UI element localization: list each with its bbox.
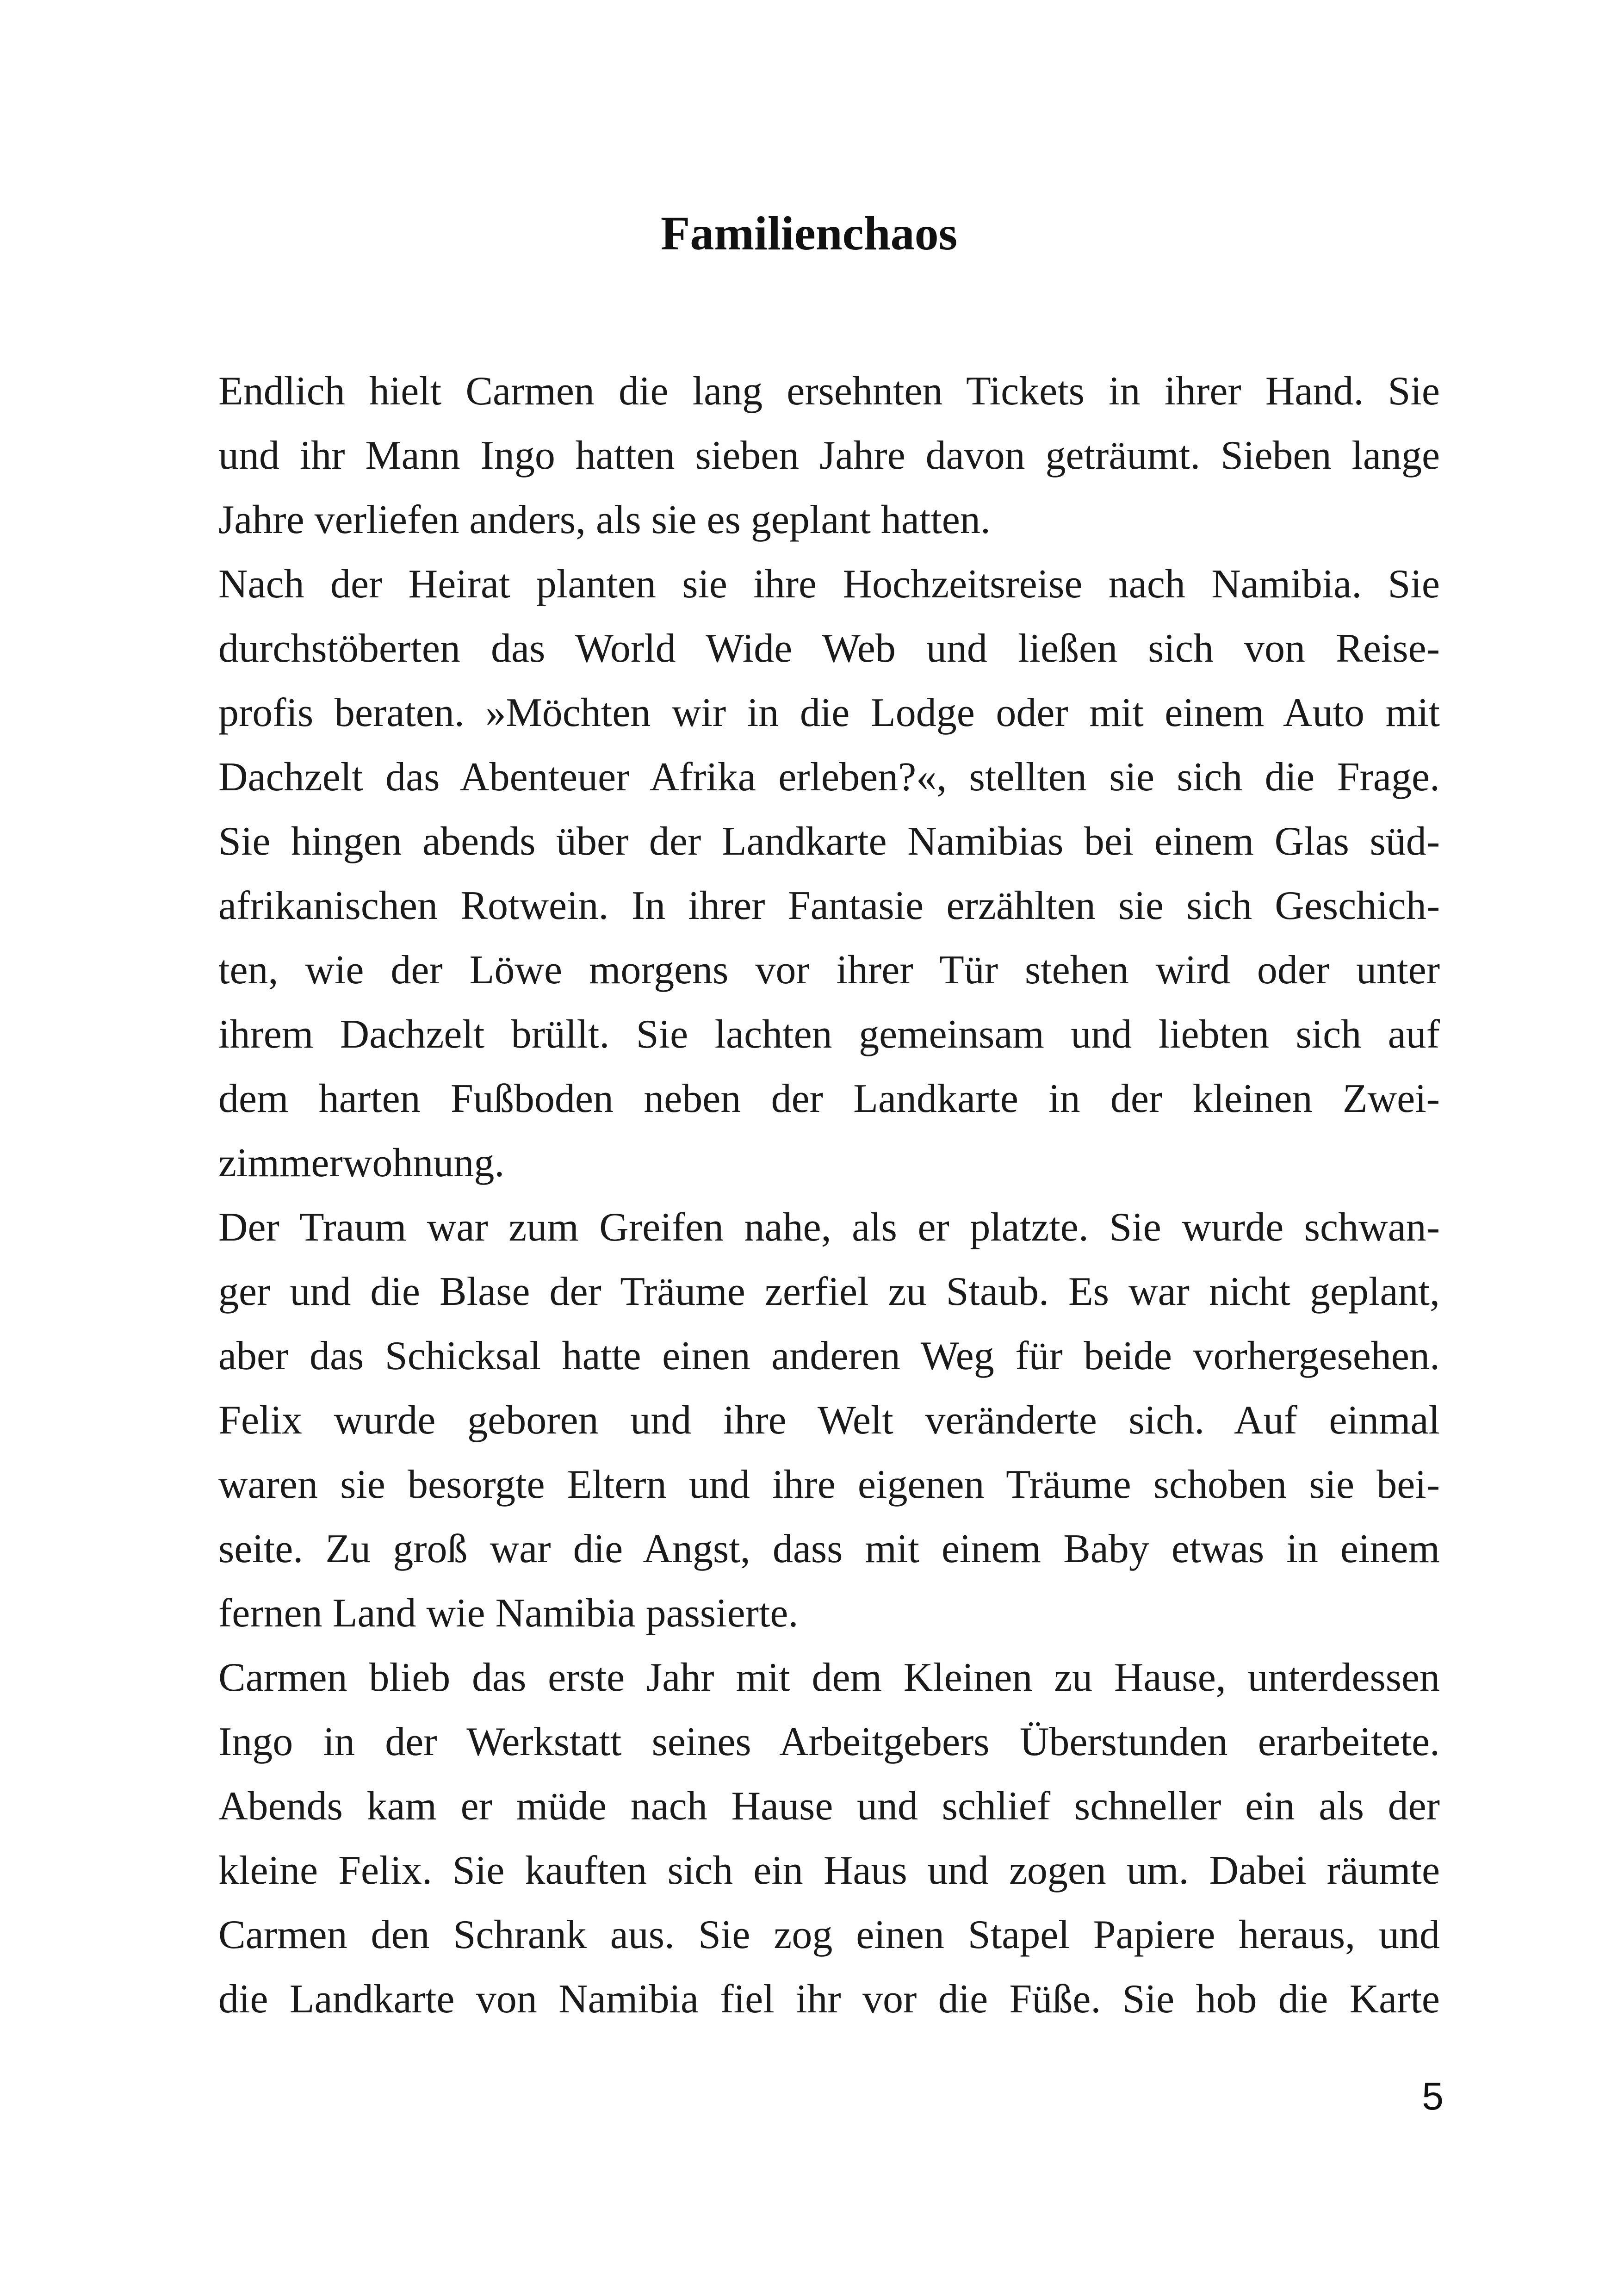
text-line: Carmen blieb das erste Jahr mit dem Kleinen zu Hause, unterdessen: [218, 1655, 1440, 1700]
text-line: und ihr Mann Ingo hatten sieben Jahre davon geträumt. Sieben lange: [218, 433, 1440, 478]
text-line: aber das Schicksal hatte einen anderen Weg für beide vorhergesehen.: [218, 1334, 1440, 1378]
chapter-body: [218, 359, 1440, 2031]
text-line: Carmen den Schrank aus. Sie zog einen Stapel Papiere heraus, und: [218, 1912, 1440, 1957]
text-line: afrikanischen Rotwein. In ihrer Fantasie erzählten sie sich Geschich-: [218, 883, 1440, 928]
text-line: fernen Land wie Namibia passierte.: [218, 1591, 799, 1636]
text-line: seite. Zu groß war die Angst, dass mit einem Baby etwas in einem: [218, 1527, 1440, 1571]
text-line: zimmerwohnung.: [218, 1141, 505, 1185]
text-line: Felix wurde geboren und ihre Welt veränderte sich. Auf einmal: [218, 1398, 1440, 1443]
text-line: profis beraten. »Möchten wir in die Lodge oder mit einem Auto mit: [218, 690, 1440, 735]
text-line: Der Traum war zum Greifen nahe, als er platzte. Sie wurde schwan-: [218, 1205, 1440, 1250]
text-line: ihrem Dachzelt brüllt. Sie lachten gemeinsam und liebten sich auf: [218, 1012, 1440, 1057]
text-line: Dachzelt das Abenteuer Afrika erleben?«, stellten sie sich die Frage.: [218, 755, 1440, 800]
text-line: Jahre verliefen anders, als sie es geplant hatten.: [218, 497, 991, 542]
text-line: Nach der Heirat planten sie ihre Hochzeitsreise nach Namibia. Sie: [218, 562, 1440, 607]
text-line: Sie hingen abends über der Landkarte Namibias bei einem Glas süd-: [218, 819, 1440, 864]
text-line: Ingo in der Werkstatt seines Arbeitgebers Überstunden erarbeitete.: [218, 1719, 1440, 1764]
text-line: durchstöberten das World Wide Web und ließen sich von Reise-: [218, 626, 1440, 671]
text-line: die Landkarte von Namibia fiel ihr vor die Füße. Sie hob die Karte: [218, 1977, 1440, 2022]
text-line: dem harten Fußboden neben der Landkarte in der kleinen Zwei-: [218, 1076, 1440, 1121]
text-line: ten, wie der Löwe morgens vor ihrer Tür stehen wird oder unter: [218, 948, 1440, 993]
text-line: waren sie besorgte Eltern und ihre eigenen Träume schoben sie bei-: [218, 1462, 1440, 1507]
chapter-title: Familienchaos: [660, 207, 958, 260]
text-line: ger und die Blase der Träume zerfiel zu Staub. Es war nicht geplant,: [218, 1269, 1440, 1314]
text-line: Abends kam er müde nach Hause und schlief schneller ein als der: [218, 1784, 1440, 1829]
page-number: 5: [1422, 2074, 1444, 2118]
text-line: Endlich hielt Carmen die lang ersehnten Tickets in ihrer Hand. Sie: [218, 369, 1440, 414]
text-line: kleine Felix. Sie kauften sich ein Haus und zogen um. Dabei räumte: [218, 1848, 1440, 1893]
